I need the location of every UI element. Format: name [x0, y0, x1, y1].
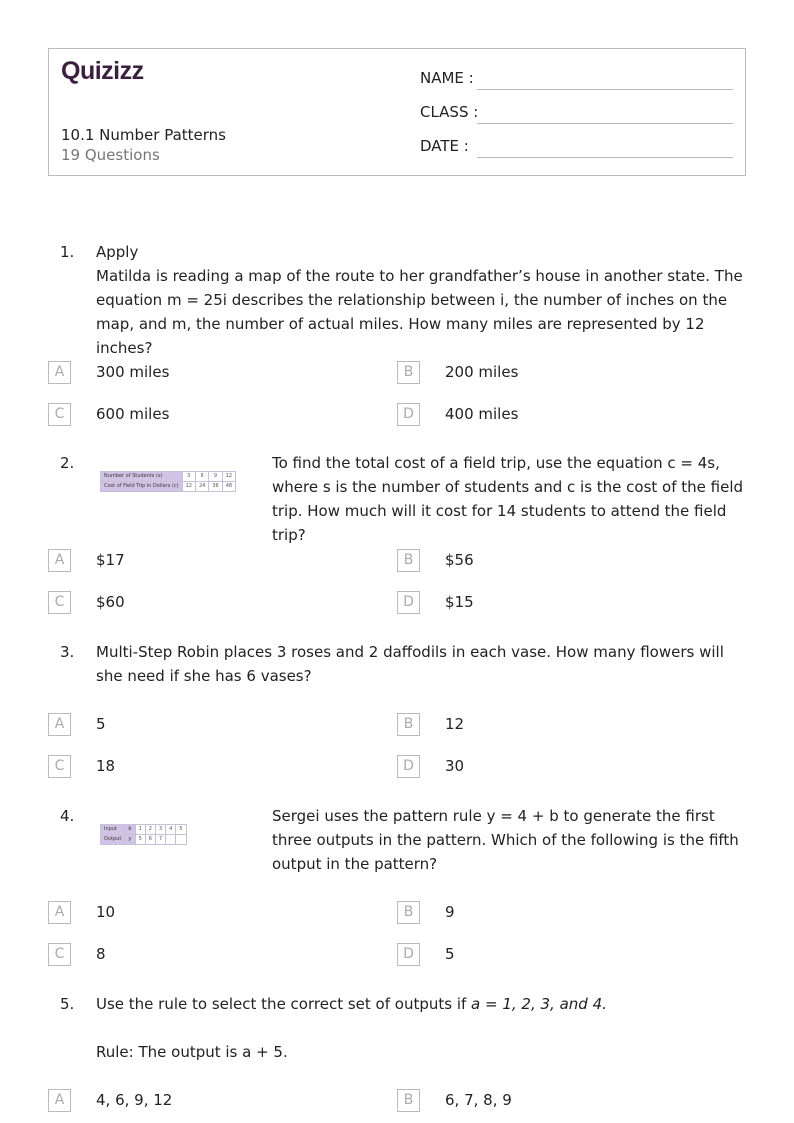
- option-letter-box[interactable]: D: [397, 943, 420, 966]
- option-text: 5: [445, 945, 455, 963]
- table-cell: Cost of Field Trip in Dollars (c): [101, 482, 183, 492]
- option-letter-box[interactable]: C: [48, 403, 71, 426]
- option-letter-box[interactable]: A: [48, 713, 71, 736]
- option-letter-box[interactable]: A: [48, 1089, 71, 1112]
- option-letter-box[interactable]: B: [397, 549, 420, 572]
- table-row: [101, 472, 236, 482]
- option-text: 400 miles: [445, 405, 519, 423]
- question-text-start: Use the rule to select the correct set of outputs if: [96, 995, 472, 1013]
- table-cell: y: [125, 835, 135, 845]
- question-text: [96, 992, 748, 1064]
- question-text: Apply Matilda is reading a map of the route to her grandfather’s house in another state. The equation m = 25i describes the relationship between i, the number of inches on the map, and m, the number of actual miles. How many miles are represented by 12 inches?: [96, 243, 743, 357]
- table-cell: 12: [222, 472, 235, 482]
- table-row: [101, 825, 187, 835]
- question-number: 4.: [60, 807, 75, 825]
- option-text: $17: [96, 551, 125, 569]
- table-cell: 3: [155, 825, 165, 835]
- question-text-values: a = 1, 2, 3, and 4.: [471, 995, 607, 1013]
- question-table-image: [100, 824, 187, 845]
- rule-text: Rule: The output is a + 5.: [96, 1043, 288, 1061]
- table-cell: 48: [222, 482, 235, 492]
- table-cell: Output: [101, 835, 125, 845]
- table-cell: 2: [145, 825, 155, 835]
- table-cell: 24: [195, 482, 208, 492]
- class-label: CLASS :: [420, 103, 479, 121]
- worksheet-title: 10.1 Number Patterns: [61, 126, 226, 144]
- date-label: DATE :: [420, 137, 469, 155]
- table-cell: 6: [195, 472, 208, 482]
- option-letter-box[interactable]: D: [397, 591, 420, 614]
- table-cell: 6: [145, 835, 155, 845]
- table-cell: 5: [176, 825, 186, 835]
- option-letter-box[interactable]: B: [397, 361, 420, 384]
- option-letter-box[interactable]: C: [48, 943, 71, 966]
- option-letter-box[interactable]: A: [48, 549, 71, 572]
- table-cell: 5: [135, 835, 145, 845]
- option-text: 12: [445, 715, 465, 733]
- question-number: 3.: [60, 643, 75, 661]
- option-letter-box[interactable]: A: [48, 901, 71, 924]
- question-number: 2.: [60, 454, 75, 472]
- quizizz-logo: Quizizz: [61, 57, 144, 85]
- table-row: [101, 482, 236, 492]
- table-cell: 9: [209, 472, 222, 482]
- name-field[interactable]: [477, 89, 733, 90]
- table-cell: b: [125, 825, 135, 835]
- table-cell: Number of Students (s): [101, 472, 183, 482]
- option-text: 200 miles: [445, 363, 519, 381]
- option-letter-box[interactable]: B: [397, 1089, 420, 1112]
- option-text: $60: [96, 593, 125, 611]
- question-count: 19 Questions: [61, 146, 160, 164]
- option-text: 5: [96, 715, 106, 733]
- option-letter-box[interactable]: B: [397, 901, 420, 924]
- table-cell: 7: [155, 835, 165, 845]
- question-text: Sergei uses the pattern rule y = 4 + b to generate the first three outputs in the pattern. Which of the following is the fifth output in the pattern?: [272, 807, 739, 873]
- option-text: 8: [96, 945, 106, 963]
- table-row: [101, 835, 187, 845]
- class-field[interactable]: [477, 123, 733, 124]
- option-text: 9: [445, 903, 455, 921]
- table-cell: [176, 835, 186, 845]
- option-text: 600 miles: [96, 405, 170, 423]
- question-number: 5.: [60, 995, 75, 1013]
- option-text: 30: [445, 757, 465, 775]
- option-letter-box[interactable]: D: [397, 403, 420, 426]
- table-cell: 36: [209, 482, 222, 492]
- option-letter-box[interactable]: A: [48, 361, 71, 384]
- option-text: 4, 6, 9, 12: [96, 1091, 173, 1109]
- option-letter-box[interactable]: B: [397, 713, 420, 736]
- question-number: 1.: [60, 243, 75, 261]
- option-text: $15: [445, 593, 474, 611]
- question-text: Multi-Step Robin places 3 roses and 2 daffodils in each vase. How many flowers will she need if she has 6 vases?: [96, 643, 724, 685]
- name-label: NAME :: [420, 69, 474, 87]
- table-cell: 3: [182, 472, 195, 482]
- option-text: $56: [445, 551, 474, 569]
- table-cell: 4: [166, 825, 176, 835]
- option-letter-box[interactable]: D: [397, 755, 420, 778]
- option-text: 6, 7, 8, 9: [445, 1091, 512, 1109]
- date-field[interactable]: [477, 157, 733, 158]
- option-text: 300 miles: [96, 363, 170, 381]
- table-cell: [166, 835, 176, 845]
- table-cell: 1: [135, 825, 145, 835]
- option-letter-box[interactable]: C: [48, 755, 71, 778]
- option-text: 18: [96, 757, 116, 775]
- worksheet-header: [48, 48, 746, 176]
- option-letter-box[interactable]: C: [48, 591, 71, 614]
- question-table-image: [100, 471, 236, 492]
- table-cell: Input: [101, 825, 125, 835]
- option-text: 10: [96, 903, 116, 921]
- question-text: To find the total cost of a field trip, use the equation c = 4s, where s is the number of students and c is the cost of the field trip. How much will it cost for 14 students to attend the field trip?: [272, 454, 744, 544]
- table-cell: 12: [182, 482, 195, 492]
